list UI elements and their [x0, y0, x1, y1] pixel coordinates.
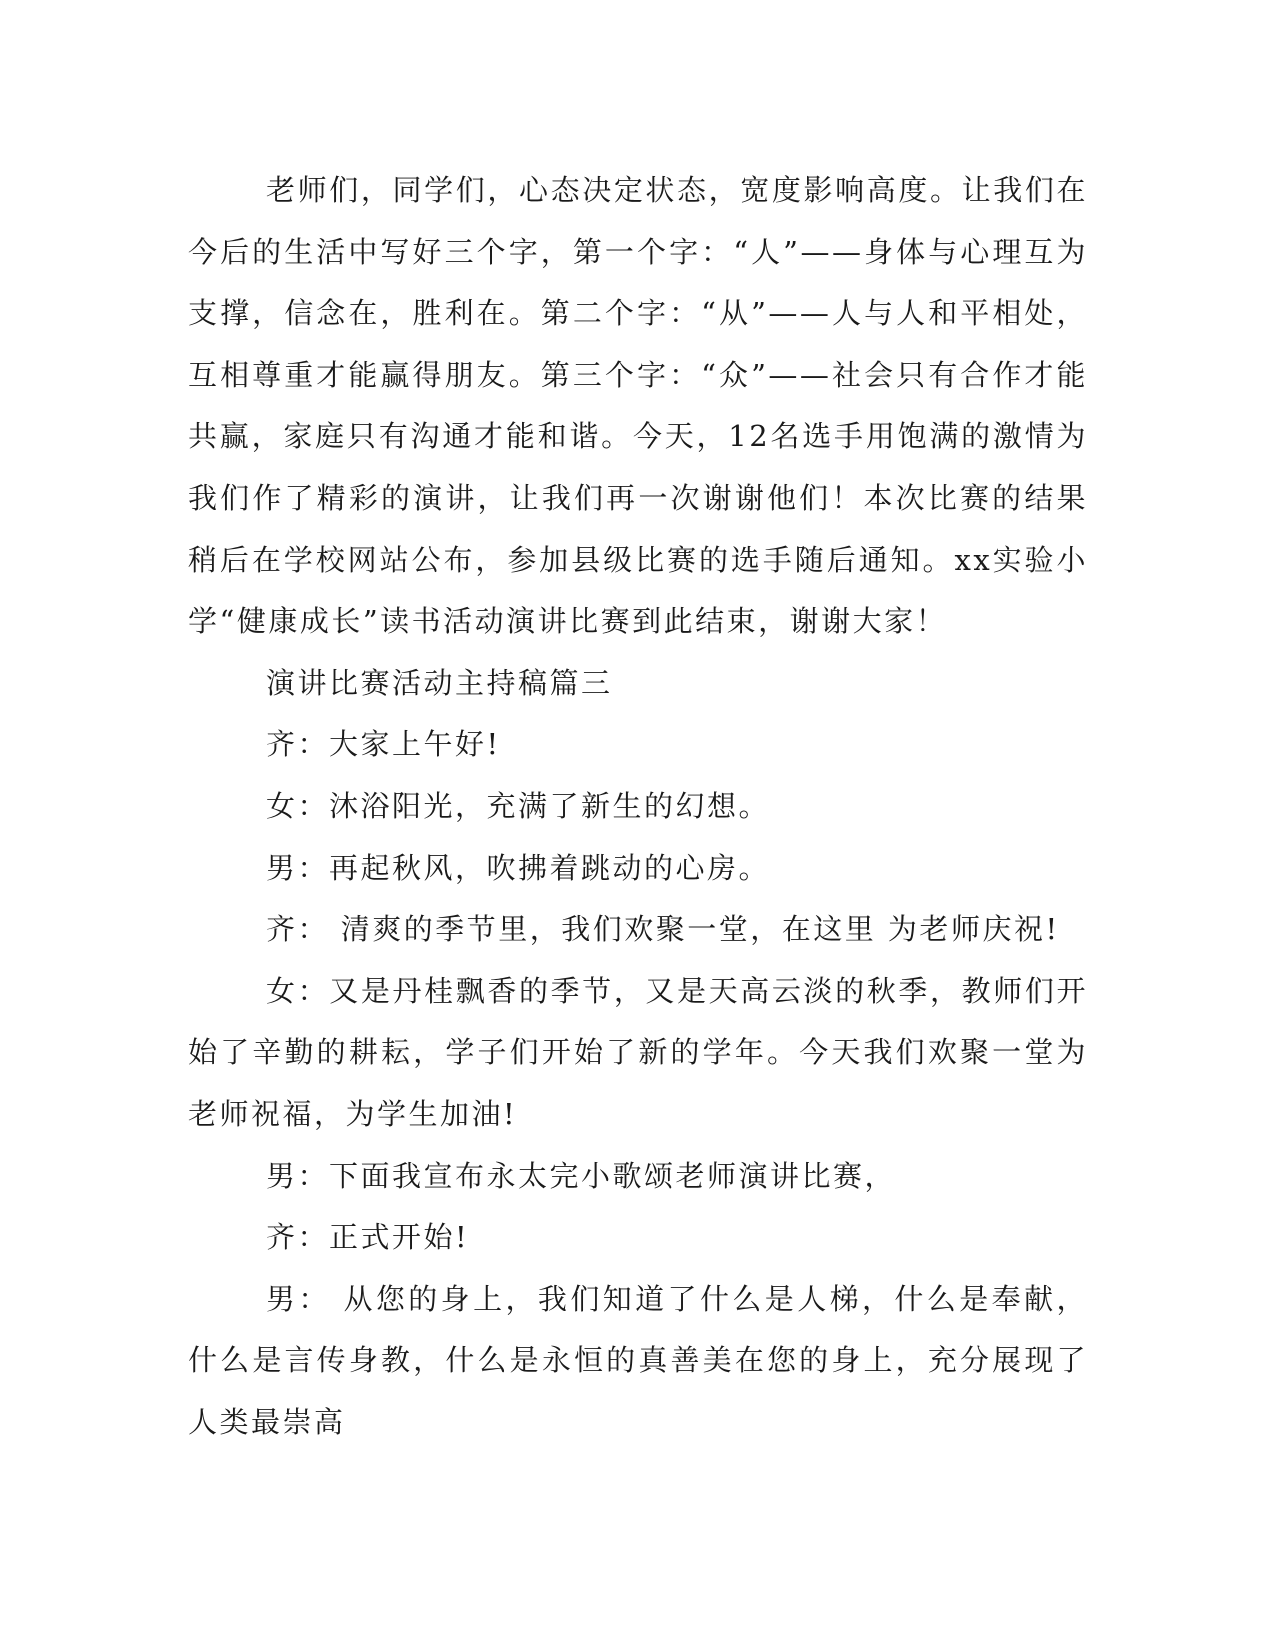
dialogue-line: 齐： 清爽的季节里，我们欢聚一堂，在这里 为老师庆祝!: [266, 912, 1060, 947]
dialogue-line: 齐：正式开始!: [266, 1220, 470, 1255]
document-body: [188, 160, 1088, 1453]
dialogue-line: 女：沐浴阳光，充满了新生的幻想。: [266, 788, 771, 823]
section-title: 演讲比赛活动主持稿篇三: [266, 665, 613, 700]
dialogue-line: 女：又是丹桂飘香的季节，又是天高云淡的秋季，教师们开始了辛勤的耕耘，学子们开始了新的学年。今天我们欢聚一堂为老师祝福，为学生加油!: [188, 973, 1088, 1131]
dialogue-line: 男：再起秋风，吹拂着跳动的心房。: [266, 850, 771, 885]
dialogue-line: 男： 从您的身上，我们知道了什么是人梯，什么是奉献，什么是言传身教，什么是永恒的真善美在您的身上，充分展现了人类最崇高: [188, 1281, 1088, 1439]
dialogue-line: 齐：大家上午好!: [266, 727, 501, 762]
dialogue-line: 男：下面我宣布永太完小歌颂老师演讲比赛，: [266, 1158, 897, 1193]
paragraph-closing-remarks: 老师们，同学们，心态决定状态，宽度影响高度。让我们在今后的生活中写好三个字，第一个字：“人”——身体与心理互为支撑，信念在，胜利在。第二个字：“从”——人与人和平相处，互相尊重才能赢得朋友。第三个字：“众”——社会只有合作才能共赢，家庭只有沟通才能和谐。今天，12名选手用饱满的激情为我们作了精彩的演讲，让我们再一次谢谢他们！本次比赛的结果稍后在学校网站公布，参加县级比赛的选手随后通知。xx实验小学“健康成长”读书活动演讲比赛到此结束，谢谢大家！: [188, 173, 1088, 639]
